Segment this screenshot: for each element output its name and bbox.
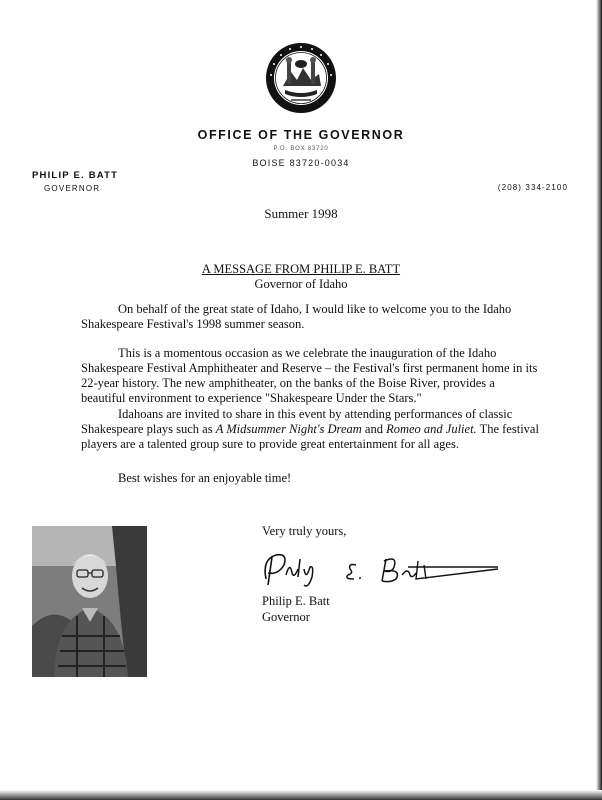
po-box: P.O. BOX 83720 [273, 146, 329, 152]
play-title-midsummer: A Midsummer Night's Dream [215, 422, 362, 436]
office-title: OFFICE OF THE GOVERNOR [197, 128, 405, 142]
governor-title: GOVERNOR [44, 184, 101, 193]
message-heading: A MESSAGE FROM PHILIP E. BATT [201, 262, 401, 276]
state-seal-icon [265, 42, 337, 114]
play-title-romeo: Romeo and Juliet. [386, 422, 477, 436]
paragraph-3-text-a: Idahoans are invited to share in this event by attending performances of classic Shakespeare plays such as [81, 407, 513, 436]
signer-name: Philip E. Batt [262, 594, 330, 608]
body-paragraph-1: On behalf of the great state of Idaho, I would like to welcome you to the Idaho Shakespeare Festival's 1998 summer season. [81, 302, 512, 331]
paragraph-3-text-b: and [361, 422, 387, 436]
signature [258, 545, 508, 595]
paragraph-3-text-c: The festival players are a talented group sure to provide great entertainment for all ages. [81, 422, 539, 451]
message-subheading: Governor of Idaho [254, 277, 348, 291]
scan-edge-right [596, 0, 602, 800]
governor-name: PHILIP E. BATT [32, 170, 119, 181]
body-paragraph-2: This is a momentous occasion as we celebrate the inauguration of the Idaho Shakespeare Festival Amphitheater and Reserve – the Festival's first permanent home in its 22-year history. The new amphitheater, on the banks of the Boise River, provides a beautiful environment to experience "Shakespeare Under the Stars." [81, 346, 538, 405]
phone-number: (208) 334-2100 [497, 183, 568, 192]
closing-salutation: Very truly yours, [262, 524, 347, 538]
letter-date: Summer 1998 [264, 206, 338, 221]
scan-edge-bottom [0, 790, 602, 800]
governor-photo [32, 526, 147, 677]
signer-title: Governor [262, 610, 310, 624]
best-wishes: Best wishes for an enjoyable time! [118, 471, 292, 485]
body-paragraph-3 [81, 407, 541, 452]
city-zip: BOISE 83720-0034 [252, 158, 350, 168]
